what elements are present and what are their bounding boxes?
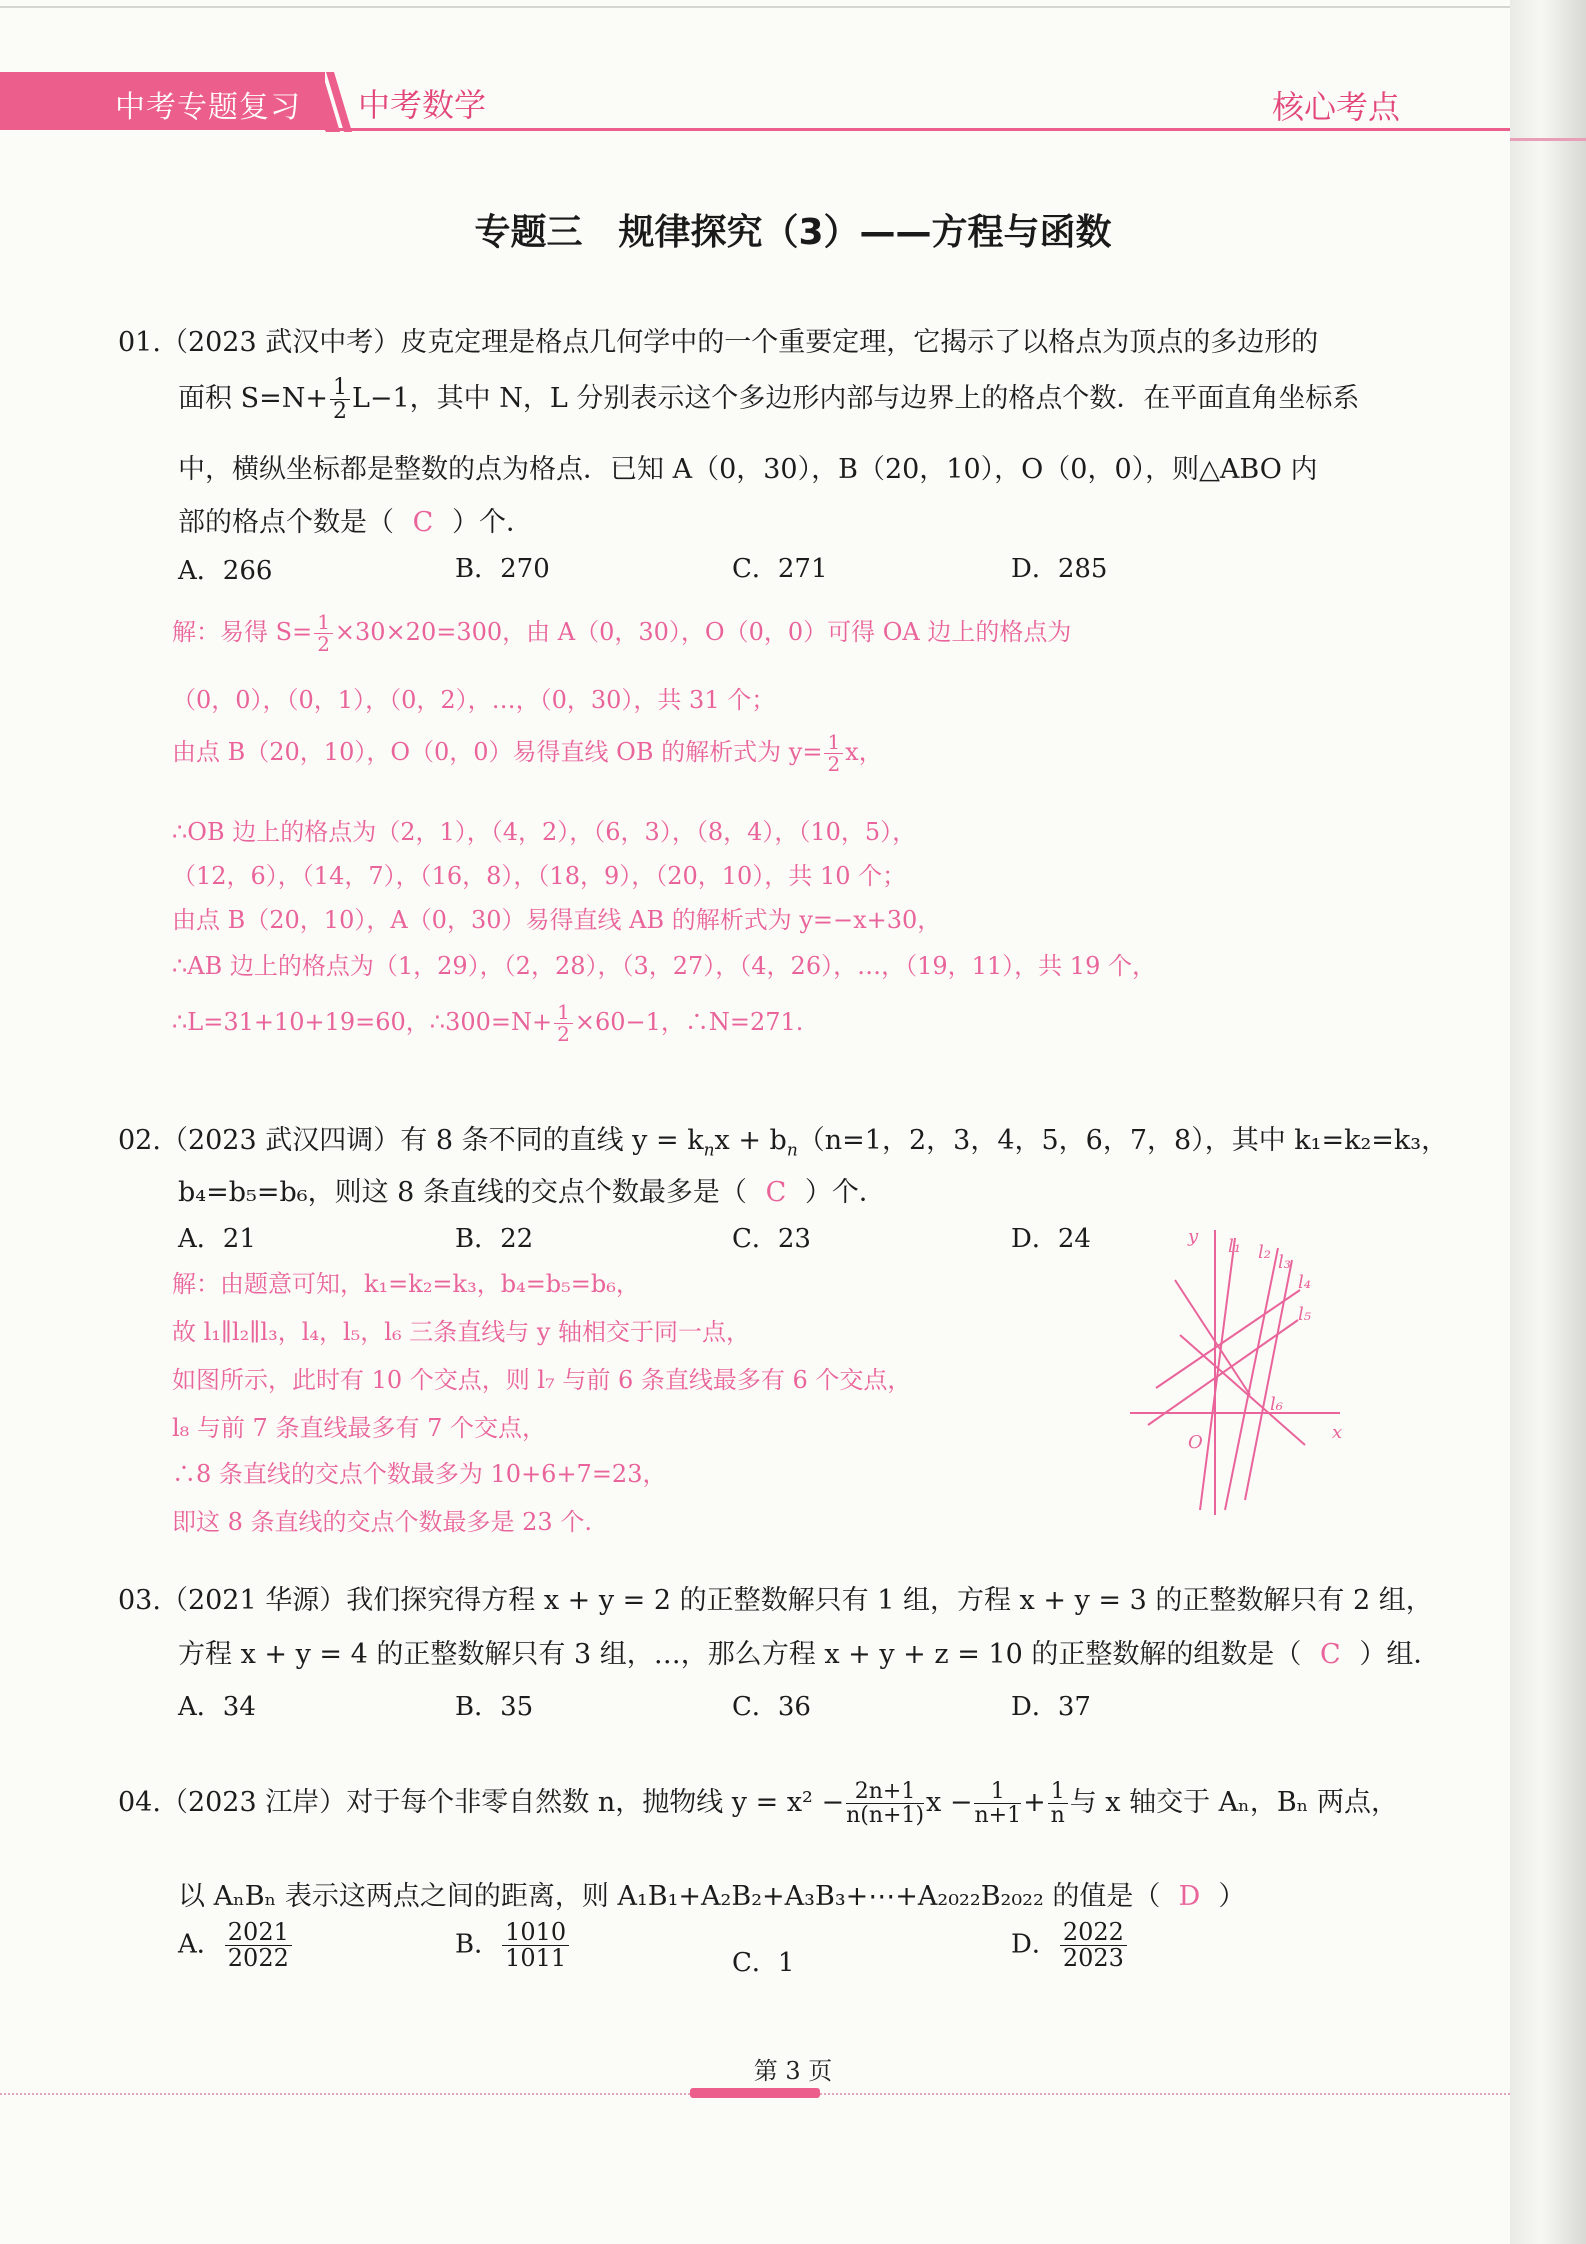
footer-bar (690, 2088, 820, 2098)
q2-solution-3: 如图所示，此时有 10 个交点，则 l₇ 与前 6 条直线最多有 6 个交点， (172, 1366, 912, 1394)
q4-fraction-3: $\frac{1}{n}$ (1048, 1780, 1068, 1827)
q3-line1: 03.（2021 华源）我们探究得方程 x + y = 2 的正整数解只有 1 组，方程 x + y = 3 的正整数解只有 2 组， (118, 1585, 1433, 1616)
q2-lines-figure (1120, 1220, 1360, 1520)
q1-solution-5: （12，6），（14，7），（16，8），（18，9），（20，10），共 10 个； (172, 862, 907, 890)
q1-solution-6: 由点 B（20，10），A（0，30）易得直线 AB 的解析式为 y=−x+30， (172, 906, 942, 934)
q4-answer: D (1178, 1881, 1201, 1912)
q1-option-a: A．266 (178, 556, 273, 586)
q3-line2: 方程 x + y = 4 的正整数解只有 3 组，…，那么方程 x + y + z = 10 的正整数解的组数是（ C ）组． (178, 1639, 1441, 1670)
q1-option-b: B．270 (455, 554, 550, 584)
fig-y-label: y (1188, 1226, 1199, 1247)
q1-option-d: D．285 (1011, 554, 1108, 584)
q2-line1: 02.（2023 武汉四调）有 8 条不同的直线 $y = k_nx + b_n(n=1$，2，3，4，5，6，7，8），其中 k₁=k₂=k₃， (118, 1125, 1449, 1161)
header-subject-label: 中考数学 (358, 86, 487, 124)
fig-l5-label: l₅ (1298, 1304, 1311, 1325)
q1-line4: 部的格点个数是（ C ）个． (178, 507, 533, 538)
q4-line2: 以 AₙBₙ 表示这两点之间的距离，则 A₁B₁+A₂B₂+A₃B₃+⋯+A₂₀₂₂B₂₀₂₂ 的值是（ D ） (178, 1881, 1246, 1912)
q2-line2: b₄=b₅=b₆，则这 8 条直线的交点个数最多是（ C ）个． (178, 1177, 886, 1208)
fig-l4-label: l₄ (1298, 1272, 1311, 1293)
q1-answer: C (412, 507, 434, 538)
q4-option-a: A． $\frac{2021}{2022}$ (178, 1920, 294, 1971)
q3-option-b: B．35 (455, 1692, 534, 1722)
q3-option-d: D．37 (1011, 1692, 1091, 1722)
q2-solution-1: 解：由题意可知，k₁=k₂=k₃，b₄=b₅=b₆， (172, 1270, 640, 1298)
q4-option-b: B． $\frac{1010}{1011}$ (455, 1920, 571, 1971)
q1-solution-4: ∴OB 边上的格点为（2，1），（4，2），（6，3），（8，4），（10，5）， (172, 818, 917, 846)
q1-area-formula: 面积 S=N+ (178, 383, 328, 415)
page-header (0, 62, 1510, 138)
fig-l2-label: l₂ (1258, 1242, 1271, 1263)
fig-o-label: O (1188, 1432, 1203, 1453)
q2-solution-5: ∴8 条直线的交点个数最多为 10+6+7=23， (172, 1460, 667, 1488)
q1-line2 (178, 376, 1359, 423)
q4-line1: 04.（2023 江岸）对于每个非零自然数 n，抛物线 y = x² − $\frac{2n+1}{n(n+1)}$ x − $\frac{1}{n+1}$ + $\frac{1}{n}$ 与 x 轴交于 Aₙ，Bₙ 两点， (118, 1779, 1398, 1829)
q1-line1: 01.（2023 武汉中考）皮克定理是格点几何学中的一个重要定理，它揭示了以格点为顶点的多边形的 (118, 327, 1319, 358)
q4-fraction-1: $\frac{2n+1}{n(n+1)}$ (846, 1779, 925, 1829)
top-rule (0, 6, 1510, 8)
fig-l6-label: l₆ (1270, 1394, 1283, 1415)
header-rule (325, 128, 1510, 131)
q2-solution-4: l₈ 与前 7 条直线最多有 7 个交点， (172, 1414, 546, 1442)
q2-option-c: C．23 (732, 1224, 811, 1254)
q1-line3: 中，横纵坐标都是整数的点为格点．已知 A（0，30），B（20，10），O（0，0），则△ABO 内 (178, 454, 1318, 485)
q1-solution-8: ∴L=31+10+19=60，∴300=N+ $\frac{1}{2}$ ×60−1，∴N=271. (172, 1000, 804, 1046)
q3-option-c: C．36 (732, 1692, 811, 1722)
q3-answer: C (1320, 1639, 1341, 1670)
line-l4 (1156, 1290, 1300, 1388)
fig-l3-label: l₃ (1278, 1252, 1291, 1273)
q1-solution-2: （0，0），（0，1），（0，2），…，（0，30），共 31 个； (172, 686, 776, 714)
q4-option-d: D． $\frac{2022}{2023}$ (1011, 1920, 1129, 1971)
q1-solution-3: 由点 B（20，10），O（0，0）易得直线 OB 的解析式为 y= $\frac{1}{2}$ x， (172, 730, 883, 776)
page-title: 专题三 规律探究（3）——方程与函数 (474, 212, 1112, 253)
page-number: 第 3 页 (753, 2057, 833, 2085)
header-section-label: 核心考点 (1271, 88, 1400, 126)
q1-solution-7: ∴AB 边上的格点为（1，29），（2，28），（3，27），（4，26），…，（19，11），共 19 个， (172, 952, 1156, 980)
q3-option-a: A．34 (178, 1692, 256, 1722)
q1-solution-1: 解：易得 S= $\frac{1}{2}$ ×30×20=300，由 A（0，30），O（0，0）可得 OA 边上的格点为 (172, 610, 1072, 656)
header-series-label: 中考专题复习 (115, 90, 301, 125)
q1-line2-text: L−1，其中 N，L 分别表示这个多边形内部与边界上的格点个数．在平面直角坐标系 (351, 383, 1360, 415)
q2-option-b: B．22 (455, 1224, 534, 1254)
q2-answer: C (765, 1177, 787, 1208)
fig-l1-label: l₁ (1228, 1236, 1241, 1257)
q1-sol-half: $\frac{1}{2}$ (314, 612, 333, 655)
line-l7 (1175, 1280, 1250, 1395)
fig-x-label: x (1332, 1422, 1343, 1443)
q2-option-d: D．24 (1011, 1224, 1091, 1254)
q2-solution-2: 故 l₁∥l₂∥l₃，l₄，l₅，l₆ 三条直线与 y 轴相交于同一点， (172, 1318, 751, 1346)
line-l1 (1200, 1238, 1235, 1510)
q4-option-c: C．1 (732, 1948, 795, 1978)
header-slash-icon (300, 62, 360, 138)
q1-option-c: C．271 (732, 554, 828, 584)
q1-half-fraction: $\frac{1}{2}$ (330, 376, 350, 423)
q4-fraction-2: $\frac{1}{n+1}$ (974, 1779, 1022, 1829)
q2-option-a: A．21 (178, 1224, 256, 1254)
page-edge (1510, 0, 1586, 2244)
q2-solution-6: 即这 8 条直线的交点个数最多是 23 个. (172, 1508, 592, 1536)
